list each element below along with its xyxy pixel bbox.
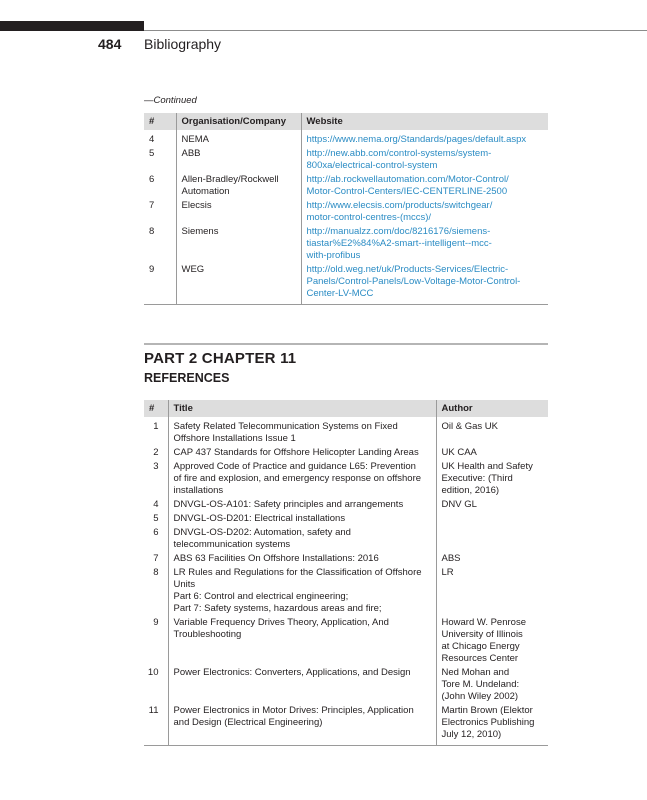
title-cell-line: Troubleshooting xyxy=(173,629,242,640)
title-cell-line: DNVGL-OS-D202: Automation, safety and xyxy=(173,527,351,538)
website-cell[interactable] xyxy=(301,147,548,173)
header-rule xyxy=(144,30,647,31)
author-cell xyxy=(436,512,548,526)
table-row xyxy=(144,460,548,498)
organisation-cell-line: WEG xyxy=(181,264,205,275)
row-number: 1 xyxy=(153,421,159,432)
row-number: 4 xyxy=(153,499,159,510)
column-header-organisation: Organisation/Company xyxy=(176,113,301,130)
table-row xyxy=(144,446,548,460)
table-row xyxy=(144,147,548,173)
organisation-cell-line: Elecsis xyxy=(181,200,212,211)
website-cell[interactable] xyxy=(301,130,548,147)
organisation-cell xyxy=(176,199,301,225)
author-cell-line: UK Health and Safety xyxy=(441,461,533,472)
website-cell[interactable] xyxy=(301,173,548,199)
author-cell-line: Tore M. Undeland: xyxy=(441,679,520,690)
table-row xyxy=(144,704,548,746)
row-number: 6 xyxy=(153,527,159,538)
title-cell-line: DNVGL-OS-A101: Safety principles and arrangements xyxy=(173,499,404,510)
table-row xyxy=(144,526,548,552)
title-cell-line: telecommunication systems xyxy=(173,539,291,550)
title-cell xyxy=(168,417,436,446)
column-header-title: Title xyxy=(168,400,436,417)
organisation-cell-line: ABB xyxy=(181,148,201,159)
row-number: 4 xyxy=(149,134,155,145)
author-cell xyxy=(436,526,548,552)
author-cell-line: University of Illinois xyxy=(441,629,523,640)
organisation-cell xyxy=(176,147,301,173)
running-title: Bibliography xyxy=(144,36,222,52)
chapter-heading: PART 2 CHAPTER 11 xyxy=(144,350,297,367)
organisation-cell-line: Automation xyxy=(181,186,230,197)
website-link-line[interactable]: http://manualzz.com/doc/8216176/siemens- xyxy=(306,226,491,237)
website-link-line[interactable]: http://ab.rockwellautomation.com/Motor-Control/ xyxy=(306,174,509,185)
title-cell-line: Offshore Installations Issue 1 xyxy=(173,433,296,444)
websites-table xyxy=(144,113,548,305)
author-cell xyxy=(436,704,548,746)
organisation-cell-line: Allen-Bradley/Rockwell xyxy=(181,174,279,185)
table-row xyxy=(144,225,548,263)
title-cell xyxy=(168,512,436,526)
author-cell-line: edition, 2016) xyxy=(441,485,500,496)
row-number: 7 xyxy=(149,200,155,211)
author-cell xyxy=(436,417,548,446)
title-cell xyxy=(168,704,436,746)
author-cell-line: ABS xyxy=(441,553,461,564)
row-number: 8 xyxy=(149,226,155,237)
title-cell-line: Approved Code of Practice and guidance L65: Prevention xyxy=(173,461,416,472)
table-row xyxy=(144,566,548,616)
website-cell[interactable] xyxy=(301,263,548,305)
title-cell xyxy=(168,552,436,566)
row-number: 5 xyxy=(153,513,159,524)
table-row xyxy=(144,130,548,147)
row-number: 6 xyxy=(149,174,155,185)
column-header-author: Author xyxy=(436,400,548,417)
author-cell-line: DNV GL xyxy=(441,499,477,510)
website-link-line[interactable]: Panels/Control-Panels/Low-Voltage-Motor-Control- xyxy=(306,276,521,287)
author-cell xyxy=(436,460,548,498)
website-link-line[interactable]: Motor-Control-Centers/IEC-CENTERLINE-2500 xyxy=(306,186,508,197)
author-cell xyxy=(436,666,548,704)
organisation-cell xyxy=(176,130,301,147)
table-row xyxy=(144,498,548,512)
table-row xyxy=(144,263,548,305)
title-cell-line: Units xyxy=(173,579,196,590)
references-heading: REFERENCES xyxy=(144,371,230,385)
title-cell xyxy=(168,566,436,616)
website-link-line[interactable]: https://www.nema.org/Standards/pages/default.aspx xyxy=(306,134,527,145)
references-table-header xyxy=(144,400,548,417)
section-rule xyxy=(144,343,548,345)
author-cell xyxy=(436,566,548,616)
organisation-cell xyxy=(176,225,301,263)
website-cell[interactable] xyxy=(301,225,548,263)
website-link-line[interactable]: motor-control-centres-(mccs)/ xyxy=(306,212,432,223)
table-row xyxy=(144,552,548,566)
header-bar xyxy=(0,21,144,31)
title-cell xyxy=(168,666,436,704)
title-cell-line: Variable Frequency Drives Theory, Application, And xyxy=(173,617,389,628)
author-cell-line: July 12, 2010) xyxy=(441,729,502,740)
author-cell-line: LR xyxy=(441,567,454,578)
organisation-cell-line: Siemens xyxy=(181,226,219,237)
title-cell-line: Part 6: Control and electrical engineering; xyxy=(173,591,349,602)
author-cell-line: Electronics Publishing xyxy=(441,717,535,728)
website-link-line[interactable]: tiastar%E2%84%A2-smart--intelligent--mcc- xyxy=(306,238,492,249)
title-cell-line: Power Electronics in Motor Drives: Principles, Application xyxy=(173,705,414,716)
column-header-number: # xyxy=(144,113,176,130)
table-row xyxy=(144,173,548,199)
row-number: 3 xyxy=(153,461,159,472)
author-cell-line: Executive: (Third xyxy=(441,473,513,484)
title-cell-line: LR Rules and Regulations for the Classification of Offshore xyxy=(173,567,422,578)
author-cell-line: UK CAA xyxy=(441,447,477,458)
title-cell xyxy=(168,526,436,552)
author-cell-line: Howard W. Penrose xyxy=(441,617,526,628)
author-cell-line: Martin Brown (Elektor xyxy=(441,705,533,716)
title-cell xyxy=(168,498,436,512)
author-cell-line: Oil & Gas UK xyxy=(441,421,498,432)
website-link-line[interactable]: http://www.elecsis.com/products/switchgear/ xyxy=(306,200,493,211)
website-link-line[interactable]: http://old.weg.net/uk/Products-Services/Electric- xyxy=(306,264,509,275)
references-table xyxy=(144,400,548,746)
author-cell xyxy=(436,446,548,460)
row-number: 2 xyxy=(153,447,159,458)
page-number: 484 xyxy=(98,36,122,52)
author-cell xyxy=(436,498,548,512)
table-row xyxy=(144,616,548,666)
title-cell-line: DNVGL-OS-D201: Electrical installations xyxy=(173,513,346,524)
title-cell-line: and Design (Electrical Engineering) xyxy=(173,717,323,728)
table-row xyxy=(144,199,548,225)
row-number: 9 xyxy=(149,264,155,275)
title-cell-line: Part 7: Safety systems, hazardous areas and fire; xyxy=(173,603,382,614)
organisation-cell xyxy=(176,263,301,305)
row-number: 10 xyxy=(147,667,159,678)
column-header-website: Website xyxy=(301,113,548,130)
title-cell-line: CAP 437 Standards for Offshore Helicopter Landing Areas xyxy=(173,447,419,458)
organisation-cell-line: NEMA xyxy=(181,134,209,145)
table-row xyxy=(144,417,548,446)
author-cell-line: at Chicago Energy xyxy=(441,641,520,652)
author-cell xyxy=(436,616,548,666)
author-cell-line: Ned Mohan and xyxy=(441,667,510,678)
table-row xyxy=(144,666,548,704)
title-cell-line: Safety Related Telecommunication Systems on Fixed xyxy=(173,421,398,432)
author-cell-line: Resources Center xyxy=(441,653,519,664)
organisation-cell xyxy=(176,173,301,199)
website-link-line[interactable]: 800xa/electrical-control-system xyxy=(306,160,438,171)
row-number: 8 xyxy=(153,567,159,578)
title-cell-line: Power Electronics: Converters, Applications, and Design xyxy=(173,667,411,678)
row-number: 7 xyxy=(153,553,159,564)
title-cell xyxy=(168,460,436,498)
continued-label: —Continued xyxy=(144,95,197,106)
website-link-line[interactable]: http://new.abb.com/control-systems/system- xyxy=(306,148,492,159)
title-cell-line: installations xyxy=(173,485,224,496)
title-cell xyxy=(168,616,436,666)
website-link-line[interactable]: with-profibus xyxy=(306,250,361,261)
author-cell xyxy=(436,552,548,566)
website-cell[interactable] xyxy=(301,199,548,225)
title-cell xyxy=(168,446,436,460)
row-number: 9 xyxy=(153,617,159,628)
title-cell-line: of fire and explosion, and emergency response on offshore xyxy=(173,473,422,484)
table-row xyxy=(144,512,548,526)
column-header-number: # xyxy=(144,400,168,417)
website-link-line[interactable]: Center-LV-MCC xyxy=(306,288,374,299)
title-cell-line: ABS 63 Facilities On Offshore Installations: 2016 xyxy=(173,553,379,564)
websites-table-header xyxy=(144,113,548,130)
author-cell-line: (John Wiley 2002) xyxy=(441,691,519,702)
row-number: 5 xyxy=(149,148,155,159)
row-number: 11 xyxy=(148,705,159,716)
